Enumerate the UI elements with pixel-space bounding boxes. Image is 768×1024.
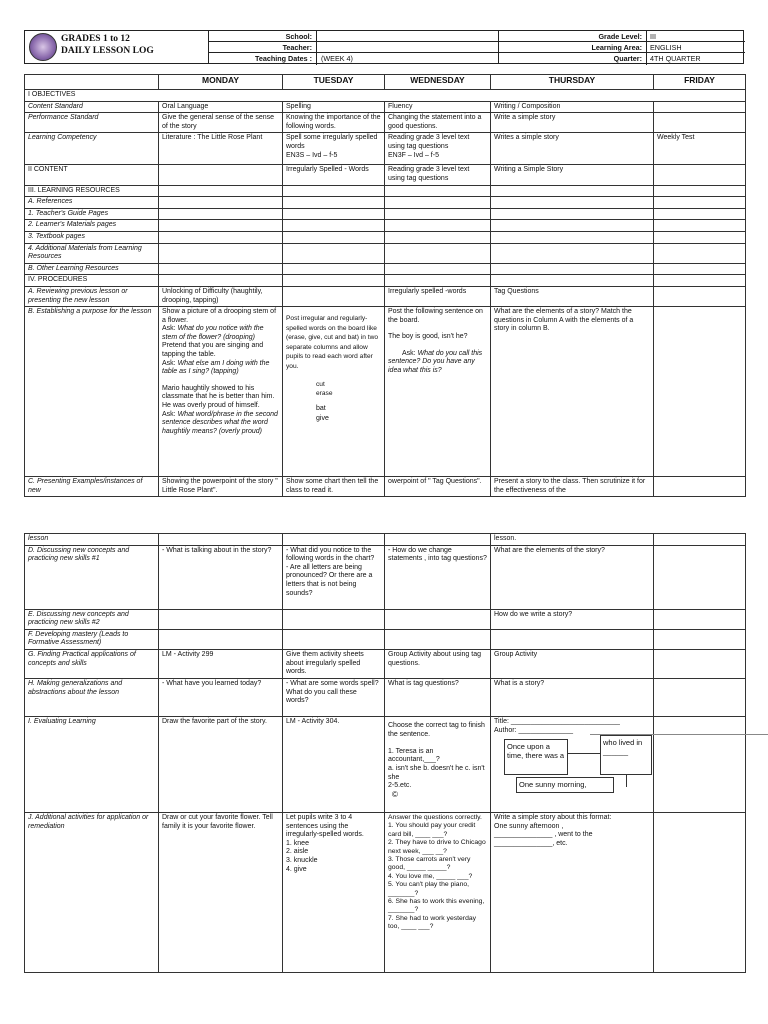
arrow-icon bbox=[568, 753, 600, 754]
cell-monday bbox=[159, 534, 283, 546]
table-row bbox=[25, 197, 746, 209]
table-row bbox=[25, 307, 746, 477]
cell-thursday: lesson. bbox=[491, 534, 654, 546]
quarter-label: Quarter: bbox=[613, 54, 642, 63]
cell-thursday: Group Activity bbox=[491, 649, 654, 678]
table-row bbox=[25, 243, 746, 263]
cell-thursday: What are the elements of the story? bbox=[491, 545, 654, 609]
cell-thursday: Tag Questions bbox=[491, 286, 654, 306]
table-row bbox=[25, 678, 746, 716]
table-row bbox=[25, 275, 746, 287]
row-label-presenting: C. Presenting Examples/instances of new bbox=[25, 477, 159, 497]
grade-label: Grade Level: bbox=[598, 32, 642, 41]
cell-friday bbox=[654, 716, 746, 812]
day-friday: FRIDAY bbox=[654, 75, 746, 90]
lesson-log-table-page-2 bbox=[24, 533, 746, 973]
header bbox=[24, 30, 744, 64]
day-monday: MONDAY bbox=[159, 75, 283, 90]
cell-monday: LM - Activity 299 bbox=[159, 649, 283, 678]
cell-monday: Unlocking of Difficulty (haughtily, drooping, tapping) bbox=[159, 286, 283, 306]
corner-cell bbox=[25, 75, 159, 90]
quarter-value: 4TH QUARTER bbox=[650, 54, 701, 63]
cell-friday bbox=[654, 678, 746, 716]
cell-thursday: Present a story to the class. Then scrutinize it for the effectiveness of the bbox=[491, 477, 654, 497]
cell-thursday: Writing a Simple Story bbox=[491, 165, 654, 185]
table-row bbox=[25, 101, 746, 113]
cell-wednesday: Reading grade 3 level text using tag questions bbox=[385, 165, 491, 185]
title-line-1: GRADES 1 to 12 bbox=[61, 34, 130, 44]
story-box-beginning: Once upon a time, there was a bbox=[504, 739, 568, 775]
area-row bbox=[499, 42, 745, 53]
school-label: School: bbox=[285, 32, 312, 41]
ask-label: Ask: bbox=[162, 325, 178, 333]
ask-label: Ask: bbox=[402, 349, 418, 357]
ask-question: What do you notice with the stem of the flower? (drooping) bbox=[162, 325, 264, 341]
cell-monday: Literature : The Little Rose Plant bbox=[159, 133, 283, 165]
row-label-content: II CONTENT bbox=[25, 165, 159, 185]
row-label-performance-standard: Performance Standard bbox=[25, 113, 159, 133]
cell-monday: Draw or cut your favorite flower. Tell family it is your favorite flower. bbox=[159, 812, 283, 972]
row-label-learning-competency: Learning Competency bbox=[25, 133, 159, 165]
cell-tuesday: Let pupils write 3 to 4 sentences using the irregularly-spelled words. 1. knee 2. aisle 3. knuckle 4. give bbox=[283, 812, 385, 972]
table-row bbox=[25, 629, 746, 649]
cell-thursday: Write a simple story about this format: One sunny afternoon , _______________ , went to the _______________, etc. bbox=[491, 812, 654, 972]
cell-monday: Draw the favorite part of the story. bbox=[159, 716, 283, 812]
cell-wednesday bbox=[385, 716, 491, 812]
cell-tuesday: Spelling bbox=[283, 101, 385, 113]
cell-friday bbox=[654, 113, 746, 133]
table-row bbox=[25, 609, 746, 629]
lesson-log-table-page-1 bbox=[24, 74, 746, 497]
cell-friday bbox=[654, 812, 746, 972]
cell-tuesday bbox=[283, 609, 385, 629]
row-label-discussing-2: E. Discussing new concepts and practicing new skills #2 bbox=[25, 609, 159, 629]
teacher-row bbox=[209, 42, 498, 53]
cell-monday bbox=[159, 609, 283, 629]
table-row bbox=[25, 812, 746, 972]
cell-thursday: Writing / Composition bbox=[491, 101, 654, 113]
quarter-row bbox=[499, 53, 745, 64]
cell-tuesday: - What are some words spell? What do you call these words? bbox=[283, 678, 385, 716]
day-tuesday: TUESDAY bbox=[283, 75, 385, 90]
dates-row bbox=[209, 53, 498, 64]
cell-monday bbox=[159, 629, 283, 649]
cell-thursday bbox=[491, 716, 654, 812]
ask-question: What word/phrase in the second sentence describes what the word haughtily means? (overly proud) bbox=[162, 410, 278, 435]
cell-wednesday: - How do we change statements , into tag questions? bbox=[385, 545, 491, 609]
dates-label: Teaching Dates : bbox=[255, 54, 312, 63]
table-row bbox=[25, 165, 746, 185]
cell-wednesday bbox=[385, 629, 491, 649]
cell-tuesday: Spell some irregularly spelled words EN3S – Ivd – f-5 bbox=[283, 133, 385, 165]
row-label-other-resources: B. Other Learning Resources bbox=[25, 263, 159, 275]
row-label-textbook: 3. Textbook pages bbox=[25, 231, 159, 243]
cell-friday bbox=[654, 629, 746, 649]
table-row bbox=[25, 231, 746, 243]
cell-thursday bbox=[491, 629, 654, 649]
table-row bbox=[25, 534, 746, 546]
arrow-icon bbox=[626, 775, 627, 787]
purpose-mon-text: Show a picture of a drooping stem of a flower. bbox=[162, 308, 277, 324]
cell-friday bbox=[654, 101, 746, 113]
cell-wednesday bbox=[385, 609, 491, 629]
cell-thursday: How do we write a story? bbox=[491, 609, 654, 629]
ask-label: Ask: bbox=[162, 410, 178, 418]
cell-friday bbox=[654, 534, 746, 546]
table-row bbox=[25, 716, 746, 812]
grade-row bbox=[499, 31, 745, 42]
cell-tuesday: Show some chart then tell the class to read it. bbox=[283, 477, 385, 497]
cell-thursday: What are the elements of a story? Match the questions in Column A with the elements of a story in column B. bbox=[491, 307, 654, 477]
cell-tuesday: Knowing the importance of the following words. bbox=[283, 113, 385, 133]
purpose-mon-text: Mario haughtily showed to his classmate that he is better than him. He was overly proud of himself. bbox=[162, 384, 275, 410]
teacher-label: Teacher: bbox=[282, 43, 312, 52]
cell-monday: - What is talking about in the story? bbox=[159, 545, 283, 609]
cell-friday bbox=[654, 165, 746, 185]
cell-friday bbox=[654, 545, 746, 609]
section-procedures: IV. PROCEDURES bbox=[25, 275, 159, 287]
table-row bbox=[25, 113, 746, 133]
row-label-mastery: F. Developing mastery (Leads to Formative Assessment) bbox=[25, 629, 159, 649]
table-row bbox=[25, 208, 746, 220]
cell-tuesday bbox=[283, 286, 385, 306]
example-sentence: The boy is good, isn't he? bbox=[388, 333, 468, 341]
story-author-line: Author: ______________ bbox=[494, 726, 574, 734]
row-label-generalizations: H. Making generalizations and abstractions about the lesson bbox=[25, 678, 159, 716]
section-learning-resources: III. LEARNING RESOURCES bbox=[25, 185, 159, 197]
cell-monday: Showing the powerpoint of the story " Little Rose Plant". bbox=[159, 477, 283, 497]
title-line-2: DAILY LESSON LOG bbox=[61, 46, 154, 56]
table-row bbox=[25, 545, 746, 609]
table-row bbox=[25, 649, 746, 678]
cell-friday bbox=[654, 307, 746, 477]
cell-monday bbox=[159, 165, 283, 185]
row-label-evaluating: I. Evaluating Learning bbox=[25, 716, 159, 812]
grade-info-block bbox=[498, 31, 745, 63]
day-wednesday: WEDNESDAY bbox=[385, 75, 491, 90]
cell-wednesday bbox=[385, 534, 491, 546]
cell-friday bbox=[654, 286, 746, 306]
cell-thursday: What is a story? bbox=[491, 678, 654, 716]
row-label-learners-materials: 2. Learner's Materials pages bbox=[25, 220, 159, 232]
cell-monday: Oral Language bbox=[159, 101, 283, 113]
purpose-mon-text: Pretend that you are singing and tapping the table. bbox=[162, 342, 264, 359]
row-label-additional-materials: 4. Additional Materials from Learning Resources bbox=[25, 243, 159, 263]
row-label-references: A. References bbox=[25, 197, 159, 209]
cell-friday: Weekly Test bbox=[654, 133, 746, 165]
evaluation-quiz-text: Choose the correct tag to finish the sentence. 1. Teresa is an accountant,___? a. isn't she b. doesn't he c. isn't she 2-5.etc. bbox=[388, 721, 485, 790]
copyright-icon: © bbox=[392, 789, 398, 799]
row-label-content-standard: Content Standard bbox=[25, 101, 159, 113]
table-row bbox=[25, 90, 746, 102]
dates-value: (WEEK 4) bbox=[321, 54, 353, 63]
cell-wednesday: Answer the questions correctly. 1. You should pay your credit card bill, ____ ___? 2. They have to drive to Chicago next week, ___ __? 3. Those carrots aren't very good, _____ _____? 4. You love me, _____ ___? 5. You can't play the piano, _______? 6. She has to work this evening, _______? 7. She had to work yesterday too, ____ ___? bbox=[385, 812, 491, 972]
ask-label: Ask: bbox=[162, 359, 178, 367]
row-label-reviewing: A. Reviewing previous lesson or presenting the new lesson bbox=[25, 286, 159, 306]
story-title-line: Title: ____________________________ bbox=[494, 717, 620, 725]
table-row bbox=[25, 220, 746, 232]
cell-wednesday: Changing the statement into a good questions. bbox=[385, 113, 491, 133]
cell-wednesday: Group Activity about using tag questions. bbox=[385, 649, 491, 678]
word-list-b: bat give bbox=[316, 404, 329, 422]
row-label-lesson: lesson bbox=[25, 534, 159, 546]
area-value: ENGLISH bbox=[650, 43, 682, 52]
cell-tuesday: LM - Activity 304. bbox=[283, 716, 385, 812]
cell-wednesday bbox=[385, 307, 491, 477]
cell-thursday: Writes a simple story bbox=[491, 133, 654, 165]
cell-wednesday: owerpoint of " Tag Questions". bbox=[385, 477, 491, 497]
area-label: Learning Area: bbox=[591, 43, 642, 52]
section-objectives: I OBJECTIVES bbox=[25, 90, 746, 102]
ask-question: What else am I doing with the table as I sing? (tapping) bbox=[162, 359, 270, 376]
cell-wednesday: Fluency bbox=[385, 101, 491, 113]
word-list-a: cut erase bbox=[316, 380, 333, 397]
deped-seal-icon bbox=[29, 33, 57, 61]
row-label-discussing-1: D. Discussing new concepts and practicing new skills #1 bbox=[25, 545, 159, 609]
row-label-practical: G. Finding Practical applications of concepts and skills bbox=[25, 649, 159, 678]
story-box-event: One sunny morning, bbox=[516, 777, 614, 793]
cell-friday bbox=[654, 477, 746, 497]
cell-tuesday: - What did you notice to the following words in the chart? - Are all letters are being pronounced? Or there are a letters that is not being sounds? bbox=[283, 545, 385, 609]
cell-friday bbox=[654, 649, 746, 678]
grade-value: III bbox=[650, 32, 656, 41]
days-header-row bbox=[25, 75, 746, 90]
table-row bbox=[25, 286, 746, 306]
cell-thursday: Write a simple story bbox=[491, 113, 654, 133]
purpose-tue-text: Post irregular and regularly-spelled words on the board like (erase, give, cut and bat) in two separate columns and allow pupils to read each word after you. bbox=[286, 315, 378, 371]
cell-monday bbox=[159, 307, 283, 477]
table-row bbox=[25, 133, 746, 165]
day-thursday: THURSDAY bbox=[491, 75, 654, 90]
row-label-additional-activities: J. Additional activities for application or remediation bbox=[25, 812, 159, 972]
story-map-diagram bbox=[494, 735, 650, 795]
table-row bbox=[25, 263, 746, 275]
row-label-teachers-guide: 1. Teacher's Guide Pages bbox=[25, 208, 159, 220]
cell-tuesday bbox=[283, 629, 385, 649]
cell-tuesday: Irregularly Spelled - Words bbox=[283, 165, 385, 185]
divider-line bbox=[590, 734, 768, 735]
cell-tuesday bbox=[283, 307, 385, 477]
cell-friday bbox=[654, 609, 746, 629]
school-row bbox=[209, 31, 498, 42]
cell-wednesday: What is tag questions? bbox=[385, 678, 491, 716]
cell-wednesday: Reading grade 3 level text using tag questions EN3F – Ivd – f-5 bbox=[385, 133, 491, 165]
cell-tuesday: Give them activity sheets about irregularly spelled words. bbox=[283, 649, 385, 678]
purpose-wed-text: Post the following sentence on the board. bbox=[388, 308, 483, 324]
school-info-block bbox=[208, 31, 498, 63]
cell-tuesday bbox=[283, 534, 385, 546]
form-title bbox=[61, 33, 154, 57]
ask-question: What do you call this sentence? Do you have any idea what this is? bbox=[388, 349, 483, 375]
cell-monday: - What have you learned today? bbox=[159, 678, 283, 716]
row-label-purpose: B. Establishing a purpose for the lesson bbox=[25, 307, 159, 477]
table-row bbox=[25, 185, 746, 197]
table-row bbox=[25, 477, 746, 497]
story-box-setting: who lived in ______ bbox=[600, 735, 652, 775]
cell-monday: Give the general sense of the sense of the story bbox=[159, 113, 283, 133]
cell-wednesday: Irregularly spelled -words bbox=[385, 286, 491, 306]
